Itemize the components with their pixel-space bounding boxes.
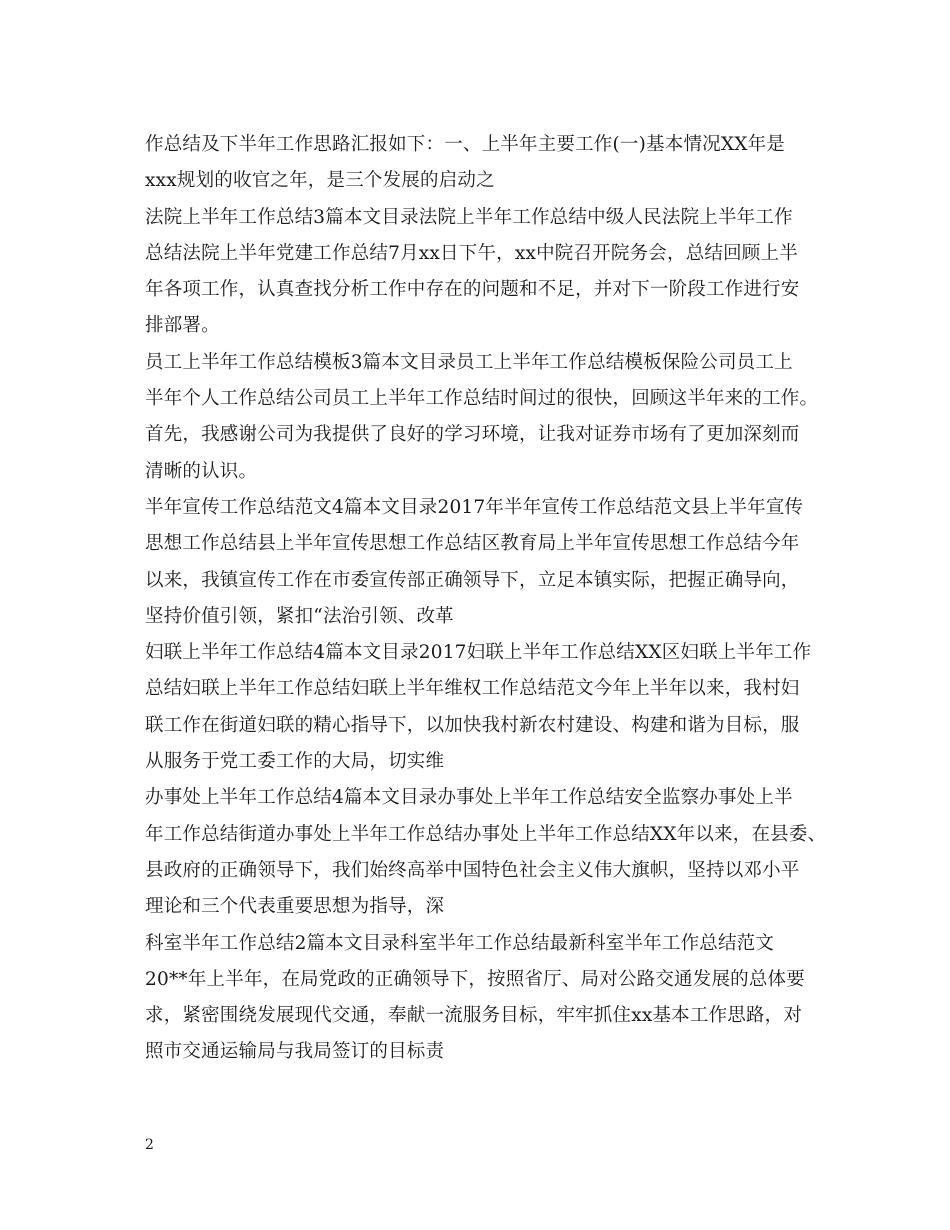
text-line: 首先，我感谢公司为我提供了良好的学习环境，让我对证券市场有了更加深刻而	[145, 424, 800, 446]
text-line: 年各项工作，认真查找分析工作中存在的问题和不足，并对下一阶段工作进行安	[145, 279, 800, 301]
text-line: xxx规划的收官之年，是三个发展的启动之	[145, 170, 495, 192]
text-line: 照市交通运输局与我局签订的目标责	[145, 1041, 445, 1063]
text-line: 以来，我镇宣传工作在市委宣传部正确领导下，立足本镇实际，把握正确导向，	[145, 569, 800, 591]
text-line: 思想工作总结县上半年宣传思想工作总结区教育局上半年宣传思想工作总结今年	[145, 533, 800, 555]
text-line: 法院上半年工作总结3篇本文目录法院上半年工作总结中级人民法院上半年工作	[145, 206, 793, 228]
text-line: 妇联上半年工作总结4篇本文目录2017妇联上半年工作总结XX区妇联上半年工作	[145, 642, 812, 664]
text-line: 办事处上半年工作总结4篇本文目录办事处上半年工作总结安全监察办事处上半	[145, 787, 793, 809]
text-line: 求，紧密围绕发展现代交通，奉献一流服务目标，牢牢抓住xx基本工作思路，对	[145, 1005, 803, 1027]
text-line: 20**年上半年，在局党政的正确领导下，按照省厅、局对公路交通发展的总体要	[145, 968, 805, 990]
text-line: 清晰的认识。	[145, 460, 258, 482]
text-line: 科室半年工作总结2篇本文目录科室半年工作总结最新科室半年工作总结范文	[145, 932, 775, 954]
text-line: 半年宣传工作总结范文4篇本文目录2017年半年宣传工作总结范文县上半年宣传	[145, 496, 804, 518]
page-number: 2	[145, 1137, 154, 1153]
text-line: 理论和三个代表重要思想为指导，深	[145, 896, 445, 918]
text-line: 县政府的正确领导下，我们始终高举中国特色社会主义伟大旗帜，坚持以邓小平	[145, 859, 800, 881]
text-line: 半年个人工作总结公司员工上半年工作总结时间过的很快，回顾这半年来的工作。	[145, 388, 819, 410]
text-line: 联工作在街道妇联的精心指导下，以加快我村新农村建设、构建和谐为目标，服	[145, 714, 800, 736]
text-line: 年工作总结街道办事处上半年工作总结办事处上半年工作总结XX年以来，在县委、	[145, 823, 827, 845]
text-line: 从服务于党工委工作的大局，切实维	[145, 751, 445, 773]
text-line: 总结法院上半年党建工作总结7月xx日下午，xx中院召开院务会，总结回顾上半	[145, 242, 798, 264]
text-line: 排部署。	[145, 315, 220, 337]
text-line: 坚持价值引领，紧扣“法治引领、改革	[145, 605, 454, 627]
text-line: 总结妇联上半年工作总结妇联上半年维权工作总结范文今年上半年以来，我村妇	[145, 678, 800, 700]
document-body	[145, 127, 825, 1071]
text-line: 作总结及下半年工作思路汇报如下：一、上半年主要工作(一)基本情况XX年是	[145, 134, 785, 155]
text-line: 员工上半年工作总结模板3篇本文目录员工上半年工作总结模板保险公司员工上	[145, 351, 793, 373]
